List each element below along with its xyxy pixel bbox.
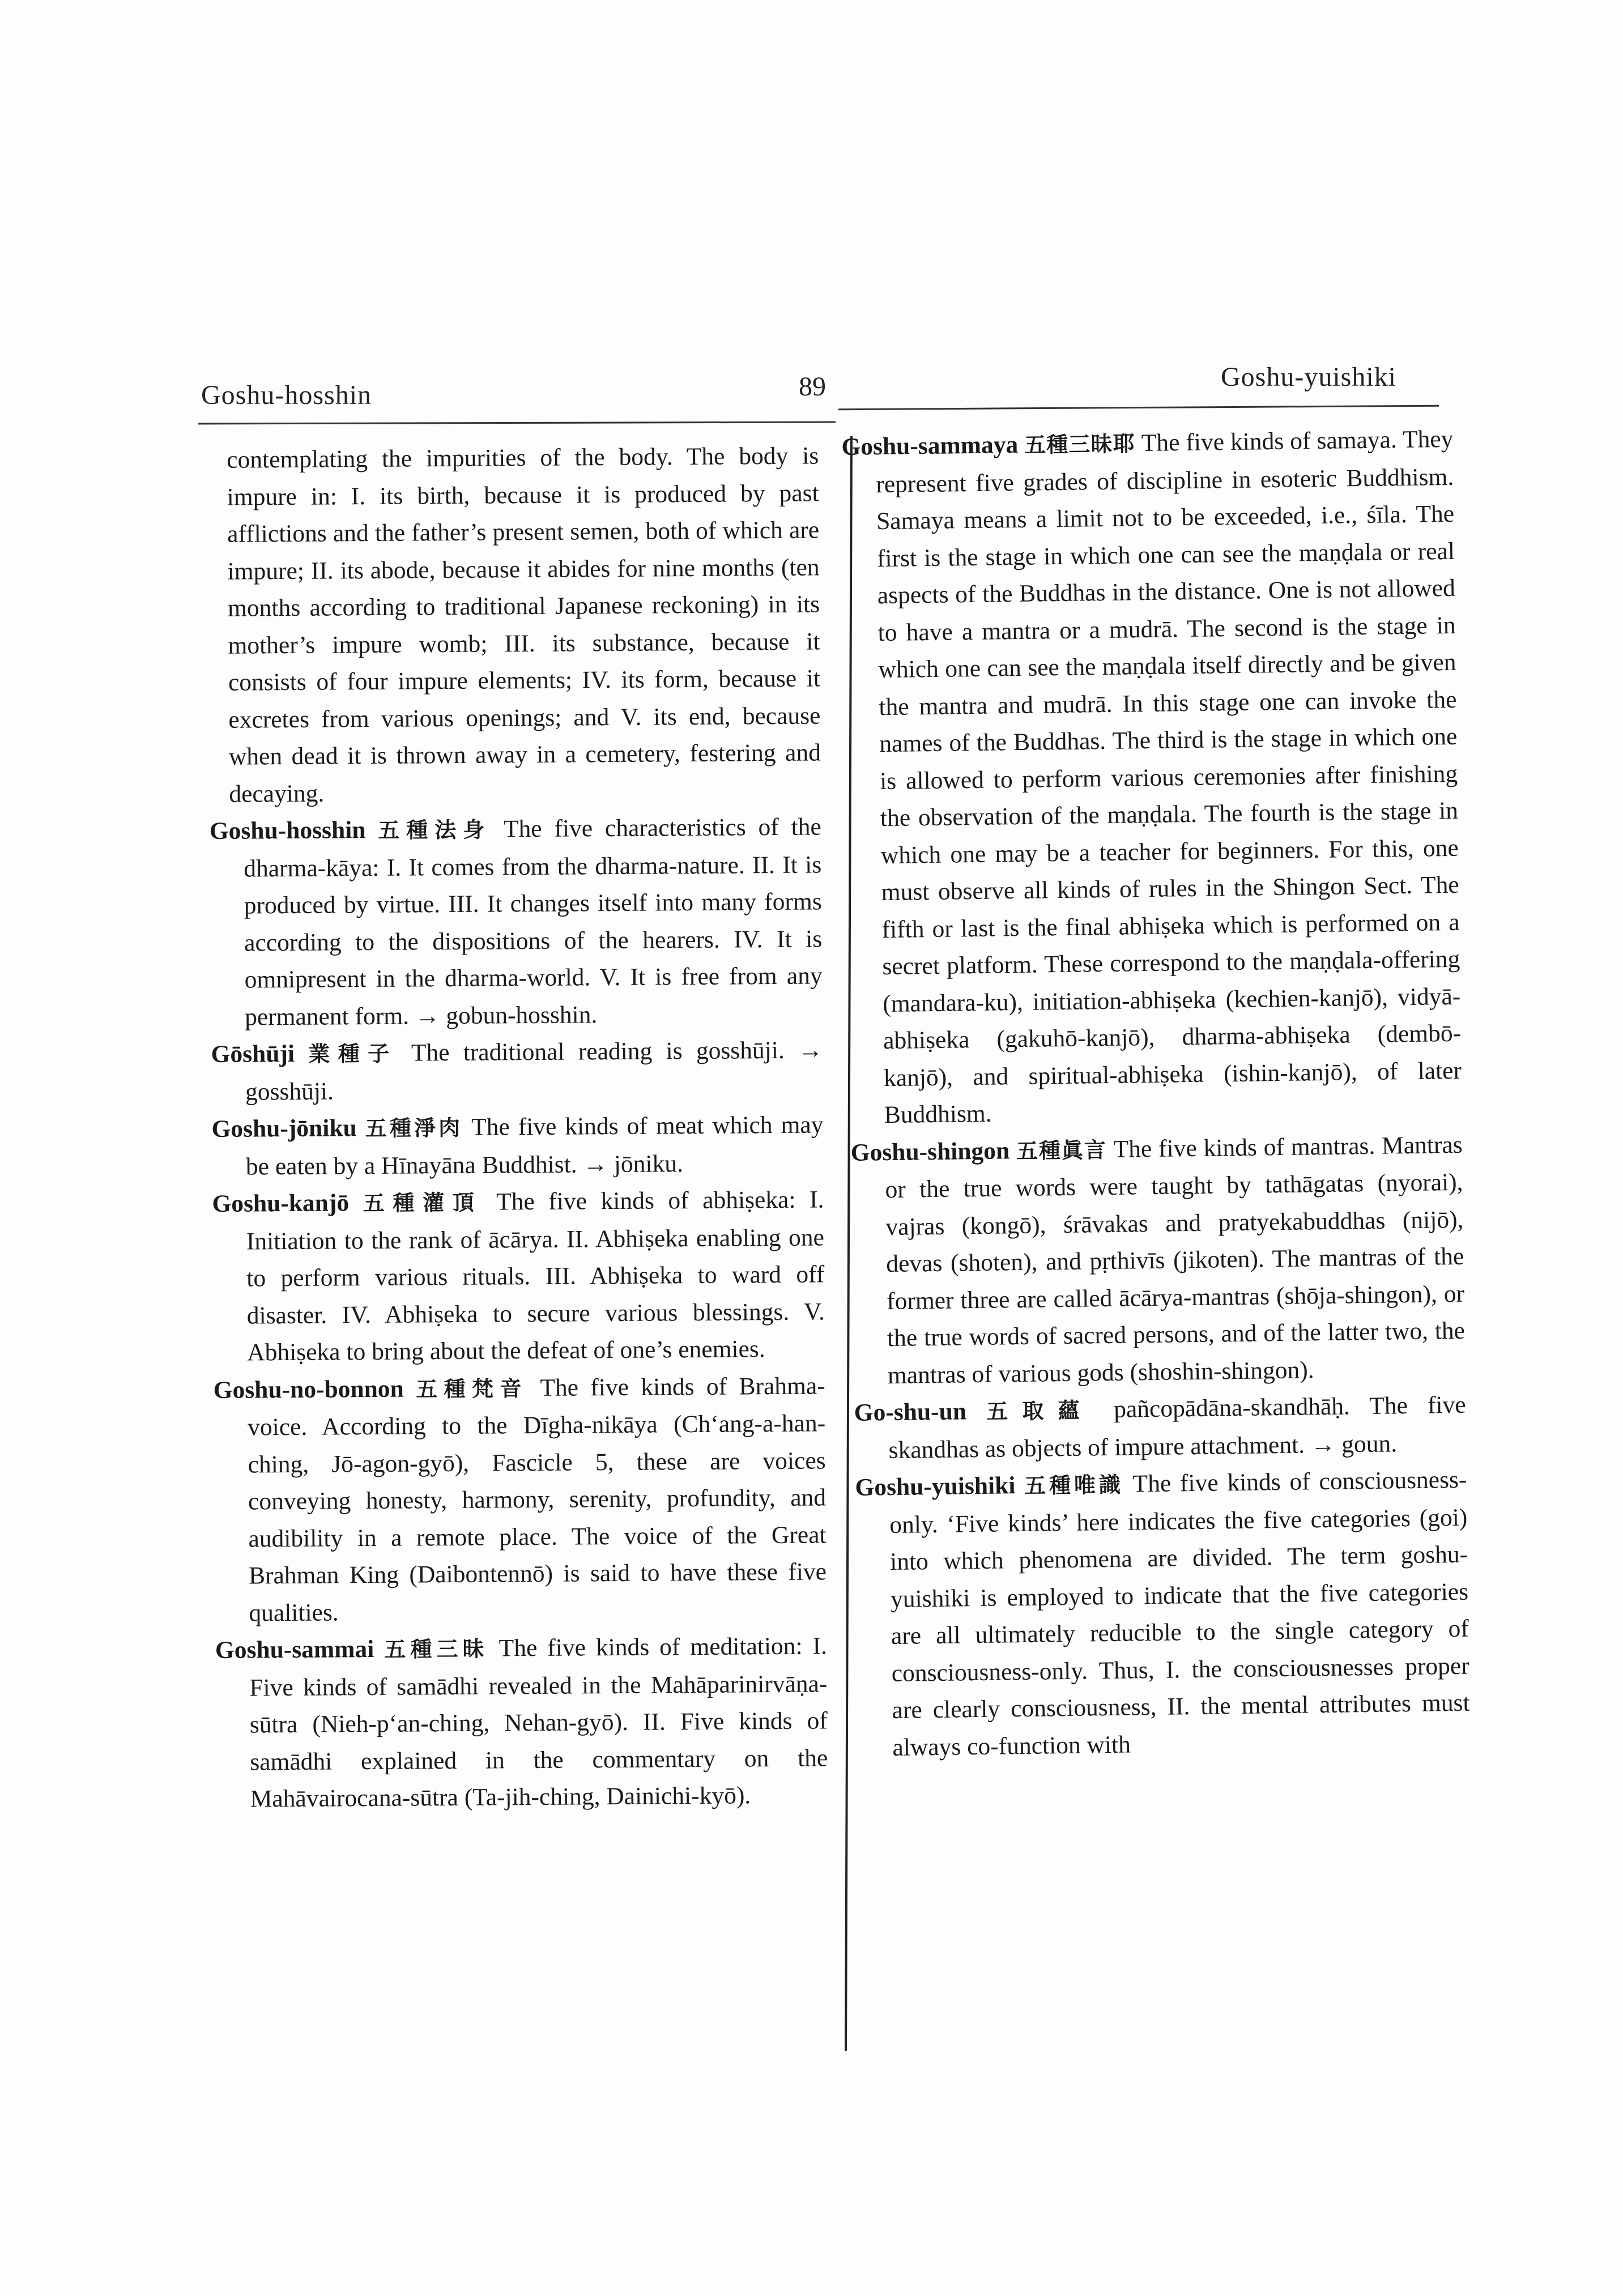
entry-kanji: 五種淨肉	[365, 1115, 463, 1141]
entry-go-shu-un	[854, 1387, 1467, 1469]
entry-headword: Goshu-no-bonnon	[213, 1375, 404, 1404]
running-head-right: Goshu-yuishiki	[1221, 362, 1397, 392]
right-column	[841, 421, 1471, 1767]
entry-headword: Go-shu-un	[854, 1398, 967, 1426]
entry-goshu-joniku	[211, 1106, 824, 1186]
entry-goshu-yuishiki	[855, 1462, 1471, 1767]
entry-goshu-kanjo	[212, 1181, 825, 1371]
entry-definition: pañcopādāna-skandhāḥ. The five skandhas as objects of impure attachment. → goun.	[888, 1391, 1466, 1464]
entry-definition: The five kinds of consciousness-only. ‘Five kinds’ here indicates the five categories (goi) into which phenomena are divided. The term goshu-yuishiki is employed to indicate that the five categories are all ultimately reducible to the single category of consciousness-only. Thus, I. the consciousnesses proper are clearly consciousness, II. the mental attributes must always co-function with	[889, 1466, 1470, 1761]
entry-definition: The five kinds of mantras. Mantras or the true words were taught by tathāgatas (nyorai), vajras (kongō), śrāvakas and pratyekabuddhas (nijō), devas (shoten), and pṛthivīs (jikoten). The mantras of the former three are called ācārya-mantras (shōja-shingon), or the true words of sacred persons, and of the latter two, the mantras of various gods (shoshin-shingon).	[885, 1131, 1466, 1389]
entry-goshuji	[211, 1032, 823, 1111]
header-rule-left	[198, 421, 836, 425]
page-number: 89	[799, 372, 826, 402]
entry-goshu-sammai	[215, 1628, 828, 1818]
entry-kanji: 五取蘊	[986, 1398, 1094, 1424]
entry-kanji: 五種三昧耶	[1024, 431, 1136, 458]
continued-entry-text: contemplating the impurities of the body. The body is impure in: I. its birth, because it is produced by past afflictions and the father’s present semen, both of which are impure; II. its abode, because it abides for nine months (ten months according to traditional Japanese reckoning) in its mother’s impure womb; III. its substance, because it consists of four impure elements; IV. its form, because it excretes from various openings; and V. its end, because when dead it is thrown away in a cemetery, festering and decaying.	[227, 442, 821, 808]
running-head-left: Goshu-hosshin	[201, 380, 372, 410]
entry-kanji: 五種眞言	[1016, 1137, 1107, 1164]
entry-goshu-hosshin	[210, 808, 823, 1036]
entry-headword: Gōshūji	[211, 1040, 295, 1068]
left-column	[207, 437, 828, 1818]
entry-headword: Goshu-yuishiki	[855, 1472, 1016, 1501]
entry-goshu-no-bonnon	[213, 1368, 827, 1632]
entry-definition: The five kinds of meditation: I. Five kinds of samādhi revealed in the Mahāparinirvāṇa-sūtra (Nieh-p‘an-ching, Nehan-gyō). II. Five kinds of samādhi explained in the commentary on the Mahāvairocana-sūtra (Ta-jih-ching, Dainichi-kyō).	[249, 1632, 828, 1813]
entry-headword: Goshu-sammai	[215, 1635, 374, 1664]
entry-goshu-sammaya	[841, 421, 1462, 1135]
entry-definition: The five characteristics of the dharma-kāya: I. It comes from the dharma-nature. II. It is produced by virtue. III. It changes itself into many forms according to the dispositions of the hearers. IV. It is omnipresent in the dharma-world. V. It is free from any permanent form. → gobun-hosshin.	[244, 813, 823, 1031]
entry-kanji: 五種三昧	[384, 1636, 489, 1662]
entry-definition: The five kinds of meat which may be eaten by a Hīnayāna Buddhist. → jōniku.	[245, 1111, 824, 1181]
entry-headword: Goshu-hosshin	[209, 816, 366, 845]
entry-kanji: 五種梵音	[415, 1375, 529, 1402]
entry-kanji: 五種灌頂	[363, 1190, 483, 1216]
entry-kanji: 業種子	[308, 1041, 398, 1067]
entry-definition: The five kinds of Brahma-voice. According to the Dīgha-nikāya (Ch‘ang-a-han-ching, Jō-agon-gyō), Fascicle 5, these are voices conveying honesty, harmony, serenity, profundity, and audibility in a remote place. The voice of the Great Brahman King (Daibontennō) is said to have these five qualities.	[247, 1371, 827, 1627]
entry-headword: Goshu-sammaya	[841, 431, 1019, 461]
entry-headword: Goshu-kanjō	[212, 1189, 350, 1217]
entry-definition: The five kinds of samaya. They represent five grades of discipline in esoteric Buddhism. Samaya means a limit not to be exceeded, i.e., śīla. The first is the stage in which one can see the maṇḍala or real aspects of the Buddhas in the distance. One is not allowed to have a mantra or a mudrā. The second is the stage in which one can see the maṇḍala itself directly and be given the mantra and mudrā. In this stage one can invoke the names of the Buddhas. The third is the stage in which one is allowed to perform various ceremonies after finishing the observation of the maṇḍala. The fourth is the stage in which one may be a teacher for beginners. For this, one must observe all kinds of rules in the Shingon Sect. The fifth or last is the final abhiṣeka which is performed on a secret platform. These correspond to the maṇḍala-offering (mandara-ku), initiation-abhiṣeka (kechien-kanjō), vidyā-abhiṣeka (gakuhō-kanjō), dharma-abhiṣeka (dembō-kanjō), and spiritual-abhiṣeka (ishin-kanjō), of later Buddhism.	[875, 425, 1462, 1129]
entry-definition: The traditional reading is gosshūji. → gosshūji.	[245, 1036, 823, 1106]
entry-goshu-shingon	[850, 1126, 1466, 1395]
entry-headword: Goshu-shingon	[850, 1136, 1010, 1166]
header-rule-right	[838, 405, 1439, 410]
entry-headword: Goshu-jōniku	[211, 1114, 357, 1143]
entry-kanji: 五種法身	[378, 817, 492, 843]
entry-definition: The five kinds of abhiṣeka: I. Initiation to the rank of ācārya. II. Abhiṣeka enabling one to perform various rituals. III. Abhiṣeka to ward off disaster. IV. Abhiṣeka to secure various blessings. V. Abhiṣeka to bring about the defeat of one’s enemies.	[246, 1186, 825, 1366]
entry-kanji: 五種唯識	[1024, 1472, 1124, 1498]
